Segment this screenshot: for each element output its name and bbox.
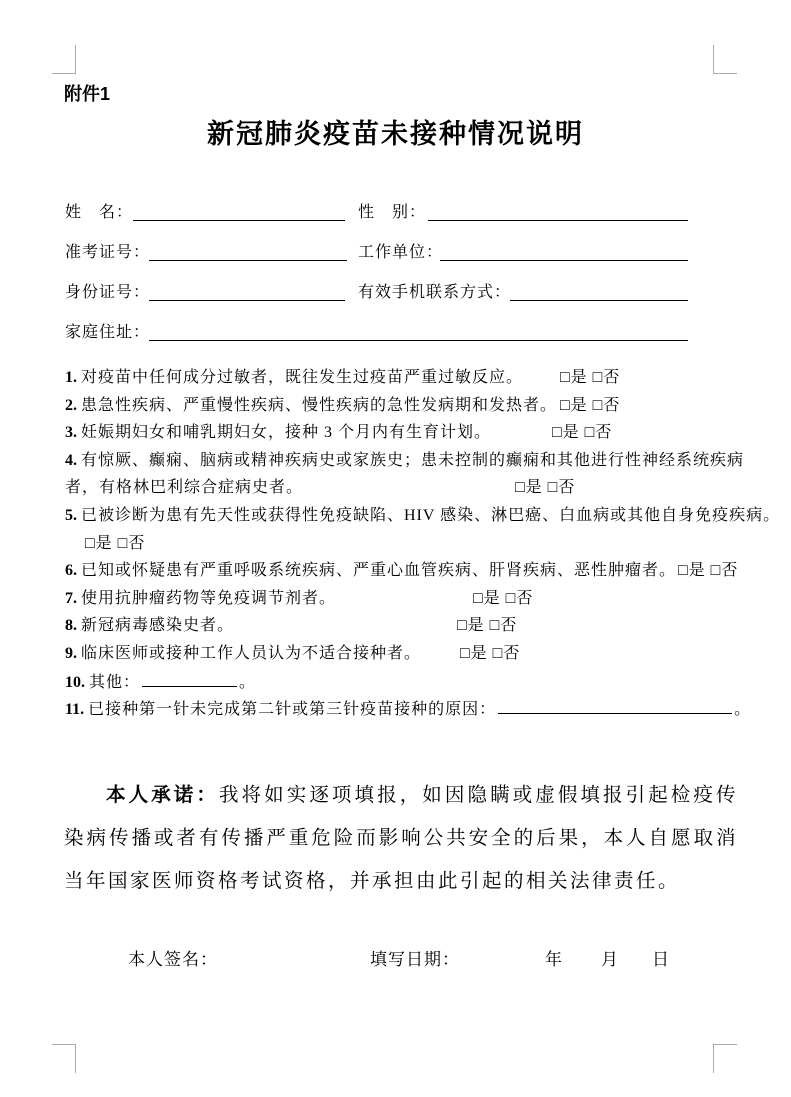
form-row-id-phone bbox=[0, 279, 791, 305]
item-number: 9. bbox=[65, 644, 77, 662]
condition-item-4-line2 bbox=[65, 474, 755, 502]
yes-no-checkboxes[interactable]: □是 □否 bbox=[85, 534, 146, 552]
condition-item-1 bbox=[65, 364, 755, 392]
work-unit-label: 工作单位： bbox=[358, 244, 444, 261]
form-row-admission-workunit bbox=[0, 239, 791, 265]
item-suffix: 。 bbox=[734, 701, 752, 719]
form-row-name-gender bbox=[0, 199, 791, 225]
yes-no-checkboxes[interactable]: □是 □否 bbox=[560, 369, 621, 386]
yes-no-checkboxes[interactable]: □是 □否 bbox=[552, 424, 613, 442]
address-input-line[interactable] bbox=[149, 319, 688, 341]
gender-input-line[interactable] bbox=[428, 199, 688, 221]
item-number: 11. bbox=[65, 701, 85, 719]
item-number: 4. bbox=[65, 451, 77, 469]
work-unit-input-line[interactable] bbox=[440, 239, 688, 261]
phone-input-line[interactable] bbox=[510, 279, 688, 301]
item-text: 患急性疾病、严重慢性疾病、慢性疾病的急性发病期和发热者。 bbox=[81, 396, 558, 414]
crop-mark-bottom-left bbox=[52, 1044, 76, 1073]
item-number: 5. bbox=[65, 506, 77, 524]
item-text: 已被诊断为患有先天性或获得性免疫缺陷、HIV 感染、淋巴癌、白血病或其他自身免疫疾病。 bbox=[81, 506, 781, 524]
id-no-label: 身份证号： bbox=[65, 284, 151, 301]
fill-date-label: 填写日期： bbox=[370, 950, 460, 969]
condition-item-6 bbox=[65, 557, 755, 585]
item-text: 使用抗肿瘤药物等免疫调节剂者。 bbox=[81, 589, 337, 607]
commitment-paragraph bbox=[64, 774, 738, 903]
condition-item-7 bbox=[65, 585, 755, 613]
form-row-address bbox=[0, 319, 791, 345]
admission-no-label: 准考证号： bbox=[65, 244, 151, 261]
condition-item-11 bbox=[65, 695, 755, 723]
address-label: 家庭住址： bbox=[65, 324, 151, 341]
crop-mark-bottom-right bbox=[713, 1044, 737, 1073]
item-text: 临床医师或接种工作人员认为不适合接种者。 bbox=[81, 644, 422, 662]
yes-no-checkboxes[interactable]: □是 □否 bbox=[460, 644, 521, 662]
gender-label: 性 别： bbox=[358, 204, 427, 221]
item-text: 对疫苗中任何成分过敏者，既往发生过疫苗严重过敏反应。 bbox=[81, 369, 524, 386]
commitment-body: 我将如实逐项填报，如因隐瞒或虚假填报引起检疫传染病传播或者有传播严重危险而影响公共安全的后果，本人自愿取消当年国家医师资格考试资格，并承担由此引起的相关法律责任。 bbox=[64, 785, 738, 892]
yes-no-checkboxes[interactable]: □是 □否 bbox=[515, 479, 576, 497]
item-text: 其他： bbox=[89, 673, 141, 691]
attachment-label: 附件1 bbox=[64, 84, 111, 104]
year-label: 年 bbox=[545, 950, 563, 969]
item-suffix: 。 bbox=[239, 673, 257, 691]
item-number: 6. bbox=[65, 562, 77, 580]
condition-item-5-line2 bbox=[65, 530, 755, 558]
condition-item-4-line1 bbox=[65, 447, 755, 475]
name-input-line[interactable] bbox=[133, 199, 345, 221]
signature-row bbox=[0, 945, 791, 971]
phone-label: 有效手机联系方式： bbox=[358, 284, 512, 301]
admission-no-input-line[interactable] bbox=[149, 239, 347, 261]
yes-no-checkboxes[interactable]: □是 □否 bbox=[473, 589, 534, 607]
condition-item-10 bbox=[65, 668, 755, 696]
condition-item-2 bbox=[65, 392, 755, 420]
item-text: 妊娠期妇女和哺乳期妇女，接种 3 个月内有生育计划。 bbox=[81, 424, 492, 442]
condition-item-9 bbox=[65, 640, 755, 668]
item-number: 7. bbox=[65, 589, 77, 607]
day-label: 日 bbox=[652, 950, 670, 969]
crop-mark-top-left bbox=[52, 45, 76, 74]
item-number: 1. bbox=[65, 369, 77, 386]
item-text: 者，有格林巴利综合症病史者。 bbox=[65, 479, 304, 497]
item-text: 已知或怀疑患有严重呼吸系统疾病、严重心血管疾病、肝肾疾病、恶性肿瘤者。 bbox=[81, 562, 677, 580]
reason-input-line[interactable] bbox=[498, 695, 732, 714]
commitment-lead: 本人承诺： bbox=[106, 785, 219, 806]
crop-mark-top-right bbox=[713, 45, 737, 74]
item-number: 2. bbox=[65, 396, 77, 414]
condition-item-3 bbox=[65, 419, 755, 447]
item-text: 已接种第一针未完成第二针或第三针疫苗接种的原因： bbox=[88, 701, 497, 719]
condition-item-8 bbox=[65, 612, 755, 640]
yes-no-checkboxes[interactable]: □是 □否 bbox=[560, 396, 621, 414]
month-label: 月 bbox=[601, 950, 619, 969]
signature-label: 本人签名： bbox=[128, 950, 218, 969]
yes-no-checkboxes[interactable]: □是 □否 bbox=[457, 617, 518, 635]
other-input-line[interactable] bbox=[142, 668, 237, 687]
name-label: 姓 名： bbox=[65, 204, 134, 221]
item-number: 10. bbox=[65, 673, 85, 691]
item-number: 3. bbox=[65, 424, 77, 442]
condition-list bbox=[65, 364, 781, 723]
condition-item-5-line1 bbox=[65, 502, 781, 530]
page-title: 新冠肺炎疫苗未接种情况说明 bbox=[207, 119, 584, 149]
item-number: 8. bbox=[65, 617, 77, 635]
yes-no-checkboxes[interactable]: □是 □否 bbox=[678, 562, 739, 580]
id-no-input-line[interactable] bbox=[149, 279, 345, 301]
item-text: 新冠病毒感染史者。 bbox=[81, 617, 235, 635]
item-text: 有惊厥、癫痫、脑病或精神疾病史或家族史；患未控制的癫痫和其他进行性神经系统疾病 bbox=[81, 451, 745, 469]
